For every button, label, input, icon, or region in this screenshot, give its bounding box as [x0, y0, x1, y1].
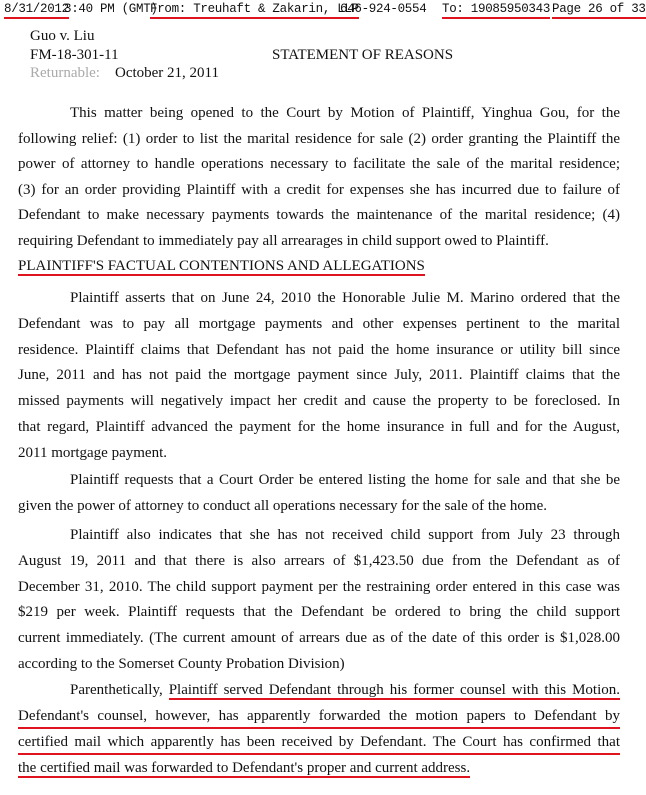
fax-phone: 646-924-0554 — [340, 2, 427, 16]
para4-line: according to the Somerset County Probation Division) — [18, 656, 345, 672]
para2-line: Plaintiff asserts that on June 24, 2010 the Honorable Julie M. Marino ordered that the — [70, 290, 620, 306]
para4-line: Plaintiff also indicates that she has not received child support from July 23 through — [70, 527, 620, 543]
section-heading: PLAINTIFF'S FACTUAL CONTENTIONS AND ALLEGATIONS — [18, 258, 425, 274]
returnable: Returnable: October 21, 2011 — [30, 65, 219, 81]
para4-line: December 31, 2010. The child support payment per the restraining order entered in this case was — [18, 578, 620, 595]
para2-line: Defendant was to pay all mortgage payments and other expenses pertinent to the marital — [18, 315, 620, 332]
para1-line: power of attorney to handle operations necessary to facilitate the sale of the marital residence; — [18, 156, 620, 172]
case-name: Guo v. Liu — [30, 28, 95, 44]
fax-date: 8/31/2012 — [4, 2, 69, 19]
para2-line: 2011 mortgage payment. — [18, 444, 167, 461]
para2-line: missed payments will negatively impact her credit and cause the property to be foreclosed. In — [18, 393, 620, 410]
para5-line: Defendant's counsel, however, has apparently forwarded the motion papers to Defendant by — [18, 707, 620, 729]
fax-time: 3:40 PM (GMT) — [64, 2, 158, 16]
para2-line: June, 2011 and has not paid the mortgage payment since July, 2011. Plaintiff claims that the — [18, 367, 620, 384]
para1-line: requiring Defendant to immediately pay all arrearages in child support owed to Plaintiff. — [18, 232, 549, 249]
para2-line: that regard, Plaintiff advanced the payment for the home insurance in full and for the August, — [18, 419, 620, 435]
para1-line: Defendant to make necessary payments towards the maintenance of the marital residence; (4) — [18, 207, 620, 223]
para4-line: current immediately. (The current amount of arrears due as of the date of this order is $1,028.00 — [18, 630, 620, 647]
para5-line: certified mail which apparently has been received by Defendant. The Court has confirmed that — [18, 733, 620, 755]
para3-line: Plaintiff requests that a Court Order be entered listing the home for sale and that she be — [70, 472, 620, 488]
para5-line: Parenthetically, Plaintiff served Defendant through his former counsel with this Motion. — [70, 682, 620, 698]
fax-page: Page 26 of 33 — [552, 2, 646, 19]
para1-line: (3) for an order providing Plaintiff with a credit for expenses she has incurred due to failure of — [18, 181, 620, 198]
fax-to: To: 19085950343 — [442, 2, 550, 19]
para4-line: August 19, 2011 and that there is also arrears of $1,423.50 due from the Defendant as of — [18, 552, 620, 569]
para2-line: residence. Plaintiff claims that Defendant has not paid the home insurance or utility bill since — [18, 341, 620, 358]
para3-line: given the power of attorney to conduct all operations necessary for the sale of the home. — [18, 498, 547, 514]
para1-line: This matter being opened to the Court by Motion of Plaintiff, Yinghua Gou, for the — [70, 105, 620, 121]
document-title: STATEMENT OF REASONS — [272, 47, 454, 63]
para5-line: the certified mail was forwarded to Defendant's proper and current address. — [18, 760, 471, 776]
para4-line: $219 per week. Plaintiff requests that the Defendant be ordered to bring the child support — [18, 604, 620, 621]
para1-line: following relief: (1) order to list the marital residence for sale (2) order granting the Plaintiff the — [18, 130, 620, 147]
docket-number: FM-18-301-11 — [30, 47, 119, 63]
fax-from: From: Treuhaft & Zakarin, LLP — [150, 2, 359, 19]
